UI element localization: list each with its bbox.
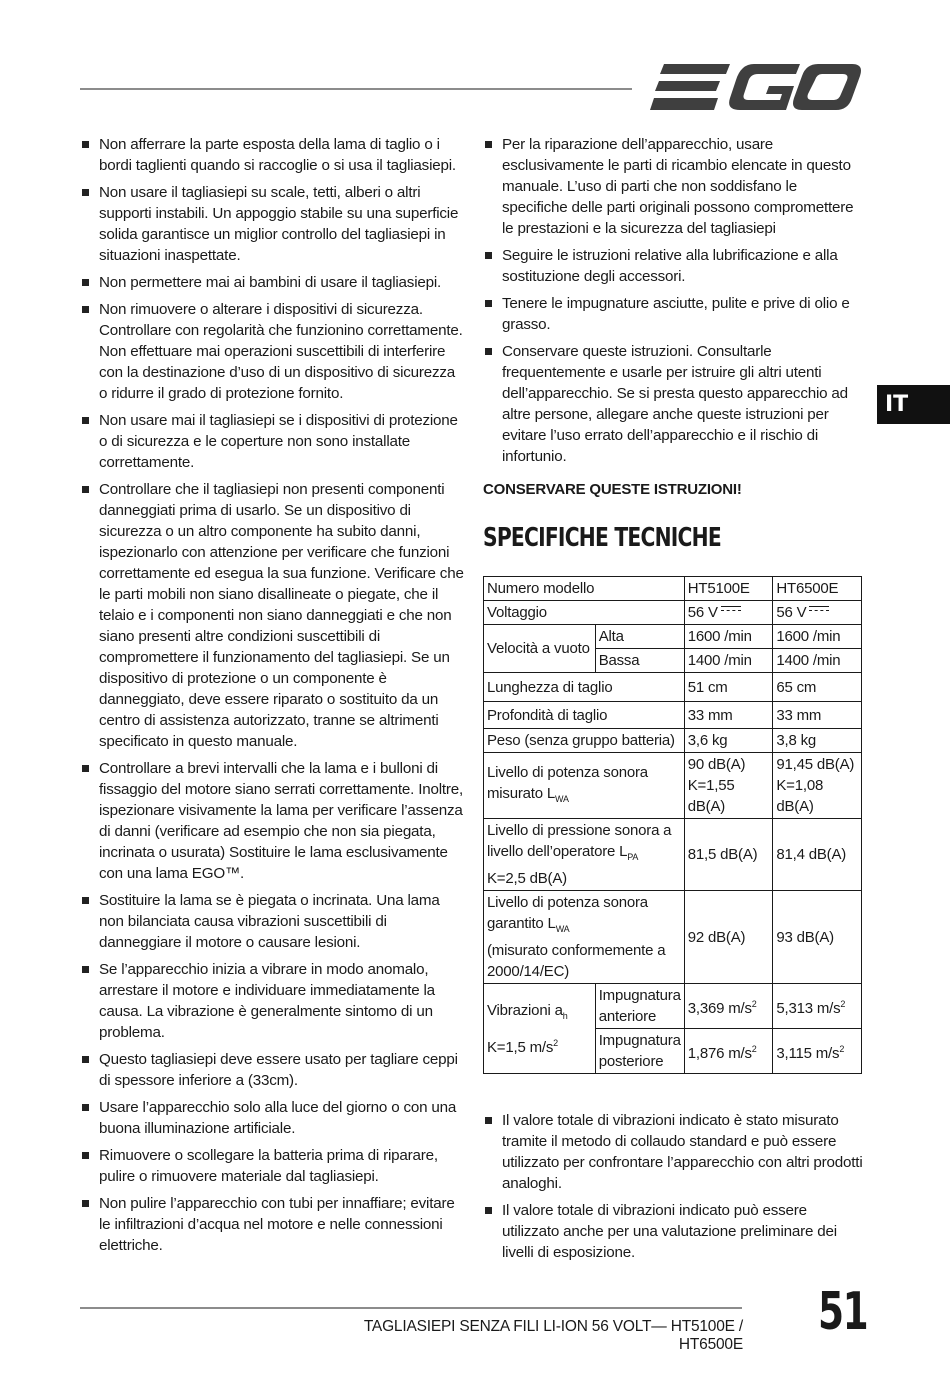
spec-label: Vibrazioni a bbox=[487, 1001, 563, 1019]
table-cell: Alta bbox=[595, 625, 684, 649]
table-cell: Profondità di taglio bbox=[484, 702, 685, 729]
table-cell: Impugnatura anteriore bbox=[595, 984, 684, 1029]
list-item: Sostituire la lama se è piegata o incrinata. Una lama non bilanciata causa vibrazioni suscettibili di danneggiare il motore o causare lesioni. bbox=[80, 890, 465, 953]
list-item: Tenere le impugnature asciutte, pulite e prive di olio e grasso. bbox=[483, 293, 863, 335]
table-row bbox=[484, 625, 862, 649]
table-row bbox=[484, 891, 862, 984]
spec-value: 91,45 dB(A) bbox=[776, 756, 855, 773]
table-cell: Velocità a vuoto bbox=[484, 625, 596, 673]
table-cell: Voltaggio bbox=[484, 601, 685, 625]
table-cell bbox=[684, 753, 773, 819]
subscript: WA bbox=[555, 793, 569, 804]
keep-instructions-notice: CONSERVARE QUESTE ISTRUZIONI! bbox=[483, 481, 742, 498]
table-row bbox=[484, 702, 862, 729]
table-cell: Numero modello bbox=[484, 577, 685, 601]
list-item: Usare l’apparecchio solo alla luce del giorno o con una buona illuminazione artificiale. bbox=[80, 1097, 465, 1139]
list-item: Non afferrare la parte esposta della lama di taglio o i bordi taglienti quando si raccoglie o si usa il tagliasiepi. bbox=[80, 134, 465, 176]
table-row bbox=[484, 673, 862, 702]
page-number: 51 bbox=[818, 1282, 868, 1342]
table-cell: 33 mm bbox=[773, 702, 862, 729]
table-cell: 1400 /min bbox=[773, 649, 862, 673]
table-cell bbox=[484, 891, 685, 984]
superscript: 2 bbox=[751, 998, 757, 1009]
table-cell bbox=[773, 984, 862, 1029]
table-cell bbox=[773, 753, 862, 819]
left-bullet-list bbox=[80, 134, 465, 1256]
table-cell: 1600 /min bbox=[773, 625, 862, 649]
list-item: Controllare a brevi intervalli che la lama e i bulloni di fissaggio del motore siano serrati correttamente. Inoltre, ispezionare visivamente la lama per verificare l’assenza di danni (verificare ad esempio che non sia piegata, incrinata o usurata) Sostituire le lama esclusivamente con una lama EGO™. bbox=[80, 758, 465, 884]
table-cell bbox=[484, 753, 685, 819]
spec-value: K=1,08 dB(A) bbox=[776, 777, 824, 815]
voltage-value: 56 V bbox=[776, 604, 807, 621]
specifications-table bbox=[483, 576, 862, 1074]
table-row bbox=[484, 601, 862, 625]
table-cell: 3,6 kg bbox=[684, 729, 773, 753]
list-item: Seguire le istruzioni relative alla lubrificazione e alla sostituzione degli accessori. bbox=[483, 245, 863, 287]
list-item: Non usare mai il tagliasiepi se i dispositivi di protezione o di sicurezza e le coperture non sono installate correttamente. bbox=[80, 410, 465, 473]
list-item: Non usare il tagliasiepi su scale, tetti, alberi o altri supporti instabili. Un appoggio stabile su una superficie solida garantisce un miglior controllo del tagliasiepi in situazioni inaspettate. bbox=[80, 182, 465, 266]
notes-bullet-list bbox=[483, 1110, 863, 1263]
list-item: Non permettere mai ai bambini di usare il tagliasiepi. bbox=[80, 272, 465, 293]
list-item: Non rimuovere o alterare i dispositivi di sicurezza. Controllare con regolarità che funzionino correttamente. Non effettuare mai operazioni suscettibili di interferire con la destinazione d’uso di un dispositivo di sicurezza o ridurre il grado di protezione fornito. bbox=[80, 299, 465, 404]
table-row bbox=[484, 984, 862, 1029]
spec-label: K=2,5 dB(A) bbox=[487, 870, 567, 887]
table-cell bbox=[773, 1029, 862, 1074]
dc-current-icon bbox=[809, 606, 829, 614]
table-row bbox=[484, 729, 862, 753]
spec-value: 3,115 m/s bbox=[776, 1044, 840, 1062]
left-column bbox=[80, 134, 465, 1262]
table-cell bbox=[484, 819, 685, 891]
list-item: Non pulire l’apparecchio con tubi per innaffiare; evitare le infiltrazioni d’acqua nel motore e nelle connessioni elettriche. bbox=[80, 1193, 465, 1256]
table-cell: 81,5 dB(A) bbox=[684, 819, 773, 891]
superscript: 2 bbox=[839, 1043, 845, 1054]
list-item: Per la riparazione dell’apparecchio, usare esclusivamente le parti di ricambio elencate in questo manuale. L’uso di parti che non soddisfano le specifiche delle parti originali possono compromettere le prestazioni e la sicurezza del tagliasiepi bbox=[483, 134, 863, 239]
list-item: Conservare queste istruzioni. Consultarle frequentemente e usarle per istruire gli altri utenti dell’apparecchio. Se si presta questo apparecchio ad altre persone, allegare anche queste istruzioni per evitare l’uso errato dell’apparecchio e il rischio di infortunio. bbox=[483, 341, 863, 467]
spec-label: Livello di potenza sonora garantito L bbox=[487, 894, 648, 932]
superscript: 2 bbox=[751, 1043, 757, 1054]
table-cell: 1400 /min bbox=[684, 649, 773, 673]
right-bullet-list bbox=[483, 134, 863, 467]
table-row bbox=[484, 577, 862, 601]
table-cell: 51 cm bbox=[684, 673, 773, 702]
table-cell: 65 cm bbox=[773, 673, 862, 702]
spec-label: K=1,5 m/s bbox=[487, 1038, 554, 1056]
spec-value: 3,369 m/s bbox=[687, 999, 752, 1017]
list-item: Questo tagliasiepi deve essere usato per tagliare ceppi di spessore inferiore a (33cm). bbox=[80, 1049, 465, 1091]
footer-rule bbox=[80, 1307, 742, 1309]
table-cell: HT5100E bbox=[684, 577, 773, 601]
header-rule bbox=[80, 88, 632, 90]
table-cell: 3,8 kg bbox=[773, 729, 862, 753]
table-cell bbox=[484, 984, 596, 1074]
table-cell: Bassa bbox=[595, 649, 684, 673]
spec-value: 90 dB(A) bbox=[687, 756, 746, 773]
language-tab: IT bbox=[877, 385, 950, 424]
list-item: Se l’apparecchio inizia a vibrare in modo anomalo, arrestare il motore e individuare immediatamente la causa. La vibrazione è generalmente sintomo di un problema. bbox=[80, 959, 465, 1043]
table-cell bbox=[684, 1029, 773, 1074]
spec-label: Livello di pressione sonora a livello dell’operatore L bbox=[487, 822, 672, 860]
right-column bbox=[483, 134, 863, 553]
spec-value: K=1,55 dB(A) bbox=[687, 777, 735, 815]
subscript: WA bbox=[555, 924, 570, 934]
table-cell: HT6500E bbox=[773, 577, 862, 601]
spec-value: 1,876 m/s bbox=[687, 1044, 752, 1062]
ego-logo bbox=[650, 62, 862, 112]
spec-label: Livello di potenza sonora misurato L bbox=[487, 763, 648, 802]
subscript: h bbox=[562, 1010, 568, 1021]
vibration-notes bbox=[483, 1110, 863, 1269]
list-item: Controllare che il tagliasiepi non presenti componenti danneggiati prima di usarlo. Se un dispositivo di sicurezza o un altro componente ha subito danni, ispezionarlo con attenzione per verificare che funzioni correttamente ed esegua la sua funzione. Verificare che le parti mobili non siano disallineate o piegate, che il telaio e i componenti non siano danneggiati e che non siano presenti altre condizioni suscettibili di compromettere il funzionamento del tagliasiepi. Se un dispositivo di protezione o un componente è danneggiato, deve essere riparato o sostituito da un centro di assistenza autorizzato, tranne se altrimenti specificato in questo manuale. bbox=[80, 479, 465, 752]
list-item: Rimuovere o scollegare la batteria prima di riparare, pulire o rimuovere materiale dal tagliasiepi. bbox=[80, 1145, 465, 1187]
voltage-value: 56 V bbox=[687, 604, 718, 621]
table-row bbox=[484, 819, 862, 891]
table-cell bbox=[684, 984, 773, 1029]
table-cell: 33 mm bbox=[684, 702, 773, 729]
table-cell: Peso (senza gruppo batteria) bbox=[484, 729, 685, 753]
table-row bbox=[484, 753, 862, 819]
section-title: SPECIFICHE TECNICHE bbox=[483, 523, 721, 553]
footer-title: TAGLIASIEPI SENZA FILI LI-ION 56 VOLT— HT5100E / HT6500E bbox=[363, 1318, 743, 1353]
table-cell: 92 dB(A) bbox=[684, 891, 773, 984]
table-cell: Impugnatura posteriore bbox=[595, 1029, 684, 1074]
table-cell bbox=[773, 601, 862, 625]
spec-label: (misurato conformemente a 2000/14/EC) bbox=[487, 942, 666, 980]
table-cell bbox=[684, 601, 773, 625]
superscript: 2 bbox=[840, 998, 846, 1009]
superscript: 2 bbox=[553, 1037, 558, 1048]
table-cell: 1600 /min bbox=[684, 625, 773, 649]
dc-current-icon bbox=[721, 606, 741, 614]
table-cell: 93 dB(A) bbox=[773, 891, 862, 984]
table-cell: Lunghezza di taglio bbox=[484, 673, 685, 702]
subscript: PA bbox=[627, 852, 639, 862]
table-cell: 81,4 dB(A) bbox=[773, 819, 862, 891]
list-item: Il valore totale di vibrazioni indicato è stato misurato tramite il metodo di collaudo standard e può essere utilizzato per confrontare l’apparecchio con altri prodotti analoghi. bbox=[483, 1110, 863, 1194]
list-item: Il valore totale di vibrazioni indicato può essere utilizzato anche per una valutazione preliminare dei livelli di esposizione. bbox=[483, 1200, 863, 1263]
spec-value: 5,313 m/s bbox=[776, 999, 841, 1017]
